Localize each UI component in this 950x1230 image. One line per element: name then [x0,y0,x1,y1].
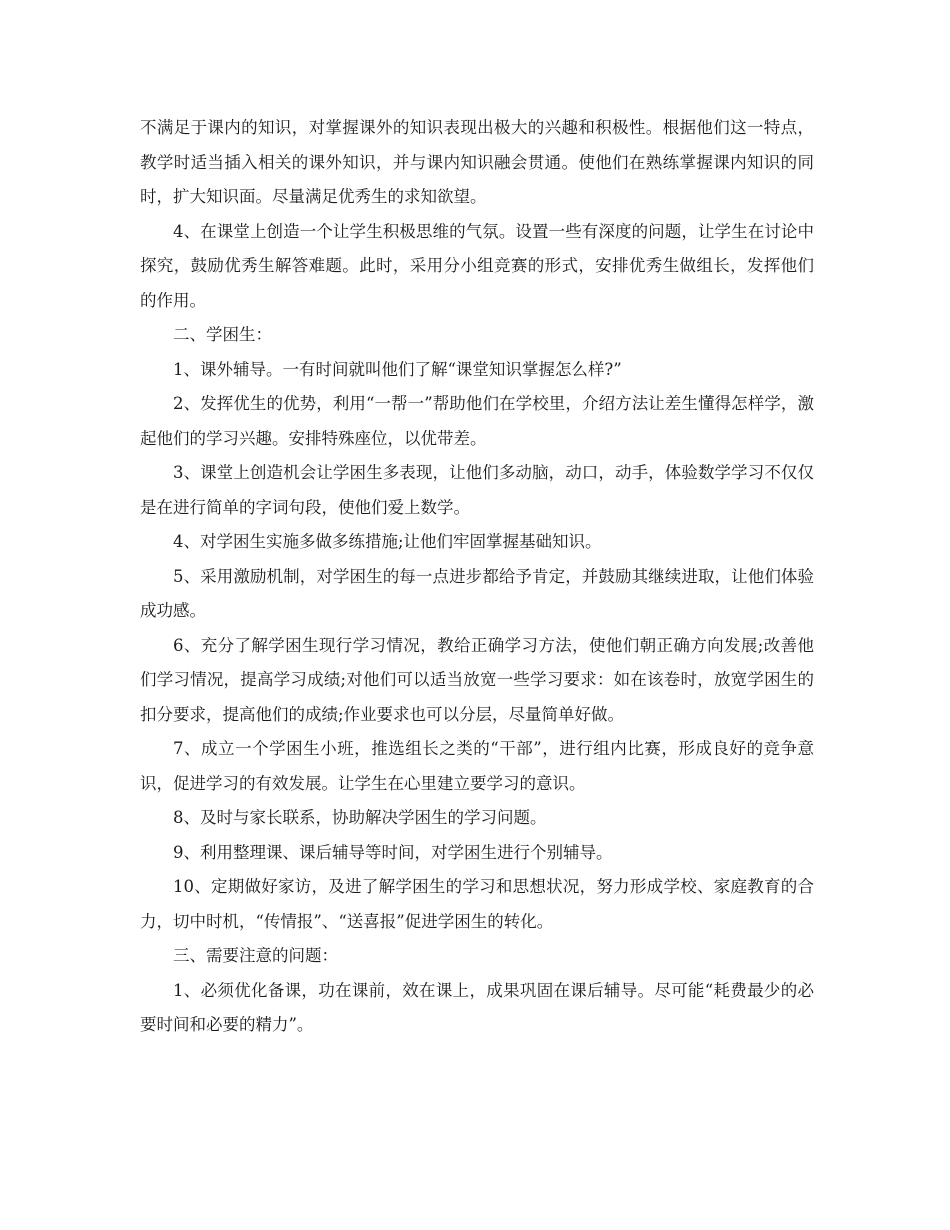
paragraph: 2、发挥优生的优势，利用“一帮一”帮助他们在学校里，介绍方法让差生懂得怎样学，激起他们的学习兴趣。安排特殊座位，以优带差。 [140,394,814,448]
paragraph: 1、必须优化备课，功在课前，效在课上，成果巩固在课后辅导。尽可能“耗费最少的必要时间和必要的精力”。 [140,980,814,1034]
paragraph: 9、利用整理课、课后辅导等时间，对学困生进行个别辅导。 [173,842,613,862]
paragraph: 6、充分了解学困生现行学习情况，教给正确学习方法，使他们朝正确方向发展;改善他们学习情况，提高学习成绩;对他们可以适当放宽一些学习要求：如在该卷时，放宽学困生的扣分要求，提高他们的成绩;作业要求也可以分层，尽量简单好做。 [140,635,814,724]
paragraph: 8、及时与家长联系，协助解决学困生的学习问题。 [173,808,547,827]
paragraph: 4、在课堂上创造一个让学生积极思维的气氛。设置一些有深度的问题，让学生在讨论中探究，鼓励优秀生解答难题。此时，采用分小组竞赛的形式，安排优秀生做组长，发挥他们的作用。 [140,221,814,310]
section-heading: 三、需要注意的问题： [173,946,338,965]
paragraph: 4、对学困生实施多做多练措施;让他们牢固掌握基础知识。 [173,532,602,551]
paragraph: 10、定期做好家访，及进了解学困生的学习和思想状况，努力形成学校、家庭教育的合力，切中时机，“传情报”、“送喜报”促进学困生的转化。 [140,877,814,931]
section-heading: 二、学困生： [173,325,272,344]
paragraph: 1、课外辅导。一有时间就叫他们了解“课堂知识掌握怎么样?” [173,359,622,379]
paragraph: 5、采用激励机制，对学困生的每一点进步都给予肯定，并鼓励其继续进取，让他们体验成功感。 [140,566,814,620]
document-page [140,111,814,1043]
paragraph: 3、课堂上创造机会让学困生多表现，让他们多动脑，动口，动手，体验数学学习不仅仅是在进行简单的字词句段，使他们爱上数学。 [140,463,814,517]
paragraph: 不满足于课内的知识，对掌握课外的知识表现出极大的兴趣和积极性。根据他们这一特点，教学时适当插入相关的课外知识，并与课内知识融会贯通。使他们在熟练掌握课内知识的同时，扩大知识面。尽量满足优秀生的求知欲望。 [140,118,814,206]
paragraph: 7、成立一个学困生小班，推选组长之类的“干部”，进行组内比赛，形成良好的竞争意识，促进学习的有效发展。让学生在心里建立要学习的意识。 [140,739,814,793]
